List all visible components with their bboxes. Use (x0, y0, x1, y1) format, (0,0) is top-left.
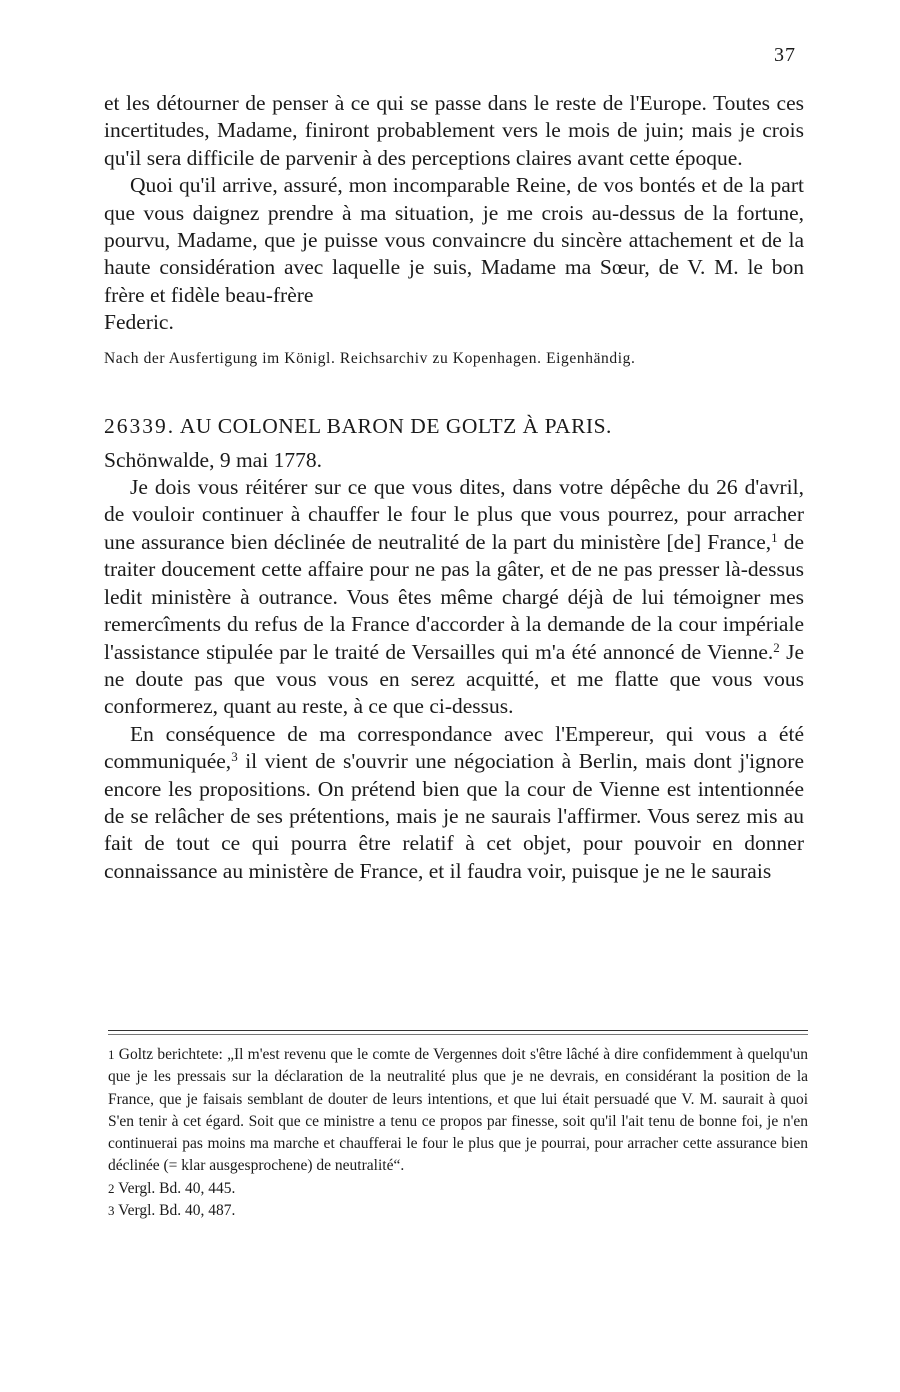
letter-heading (104, 411, 804, 441)
main-text (104, 90, 804, 885)
dateline: Schönwalde, 9 mai 1778. (104, 447, 322, 472)
paragraph-letter-2: En conséquence de ma correspondance avec l'Empereur, qui vous a été communiquée,$^3$ il vient de s'ouvrir une négociation à Berlin, mais dont j'ignore encore les propositions. On prétend bien que la cour de Vienne est intentionnée de se relâcher de ses prétentions, mais je ne saurais l'affirmer. Vous serez mis au fait de tout ce qui pourra être relatif à cet objet, pour pouvoir en donner connaissance au ministère de France, et il faudra voir, puisque je ne le saurais (104, 721, 804, 883)
footnote-1: 1 Goltz berichtete: „Il m'est revenu que le comte de Vergennes doit s'être lâché à dire confidemment à quelqu'un que je les pressais sur la déclaration de la neutralité plus que je ne devrais, en considérant la position de la France, que je faisais semblant de douter de leurs intentions, et que lui était persuadé que V. M. saurait à quoi S'en tenir à cet égard. Soit que ce ministre a tenu ce propos par finesse, soit qu'il l'ait tenu de bonne foi, je n'en continuerai pas moins ma marche et chaufferai le four le plus que je pourrai, pour arracher cette assurance bien déclinée (= klar ausgesprochene) de neutralité“. (108, 1046, 809, 1175)
letter-addressee: AU COLONEL BARON DE GOLTZ À PARIS. (179, 413, 612, 438)
footnote-divider-secondary (108, 1034, 808, 1035)
footnote-ref-1: 1 (771, 529, 778, 545)
paragraph-letter-1: Je dois vous réitérer sur ce que vous dites, dans votre dépêche du 26 d'avril, de vouloir continuer à chauffer le four le plus que vous pourrez, pour arracher une assurance bien déclinée de neutralité de la part du ministère [de] France,$^1$ de traiter doucement cette affaire pour ne pas la gâter, et de ne pas presser là-dessus ledit ministère à outrance. Vous êtes même chargé déjà de lui témoigner mes remercîments du refus de la France d'accorder à la demande de la cour impériale l'assistance stipulée par le traité de Versailles qui m'a été annoncé de Vienne.$^2$ Je ne doute pas que vous vous en serez acquitté, et me flatte que vous vous conformerez, quant au reste, à ce que ci-dessus. (104, 475, 804, 719)
footnote-ref-3: 3 (231, 749, 238, 765)
footnote-divider (108, 1030, 808, 1031)
footnote-ref-2: 2 (773, 639, 780, 655)
page-number: 37 (774, 44, 796, 66)
footnotes (108, 1044, 808, 1222)
paragraph-closing: Quoi qu'il arrive, assuré, mon incomparable Reine, de vos bontés et de la part que vous daignez prendre à ma situation, je me crois au-dessus de la fortune, pourvu, Madame, que je puisse vous convaincre du sincère attachement et de la haute considération avec laquelle je suis, Madame ma Sœur, de V. M. le bon frère et fidèle beau-frère (104, 173, 804, 307)
footnote-3: 3 Vergl. Bd. 40, 487. (108, 1202, 236, 1220)
signature: Federic. (104, 310, 174, 335)
letter-number: 26339. (104, 413, 176, 438)
source-note: Nach der Ausfertigung im Königl. Reichsarchiv zu Kopenhagen. Eigenhändig. (104, 349, 636, 367)
paragraph-continuation: et les détourner de penser à ce qui se passe dans le reste de l'Europe. Toutes ces incertitudes, Madame, finiront probablement vers le mois de juin; mais je crois qu'il sera difficile de parvenir à des perceptions claires avant cette époque. (104, 91, 804, 170)
footnote-2: 2 Vergl. Bd. 40, 445. (108, 1179, 236, 1197)
